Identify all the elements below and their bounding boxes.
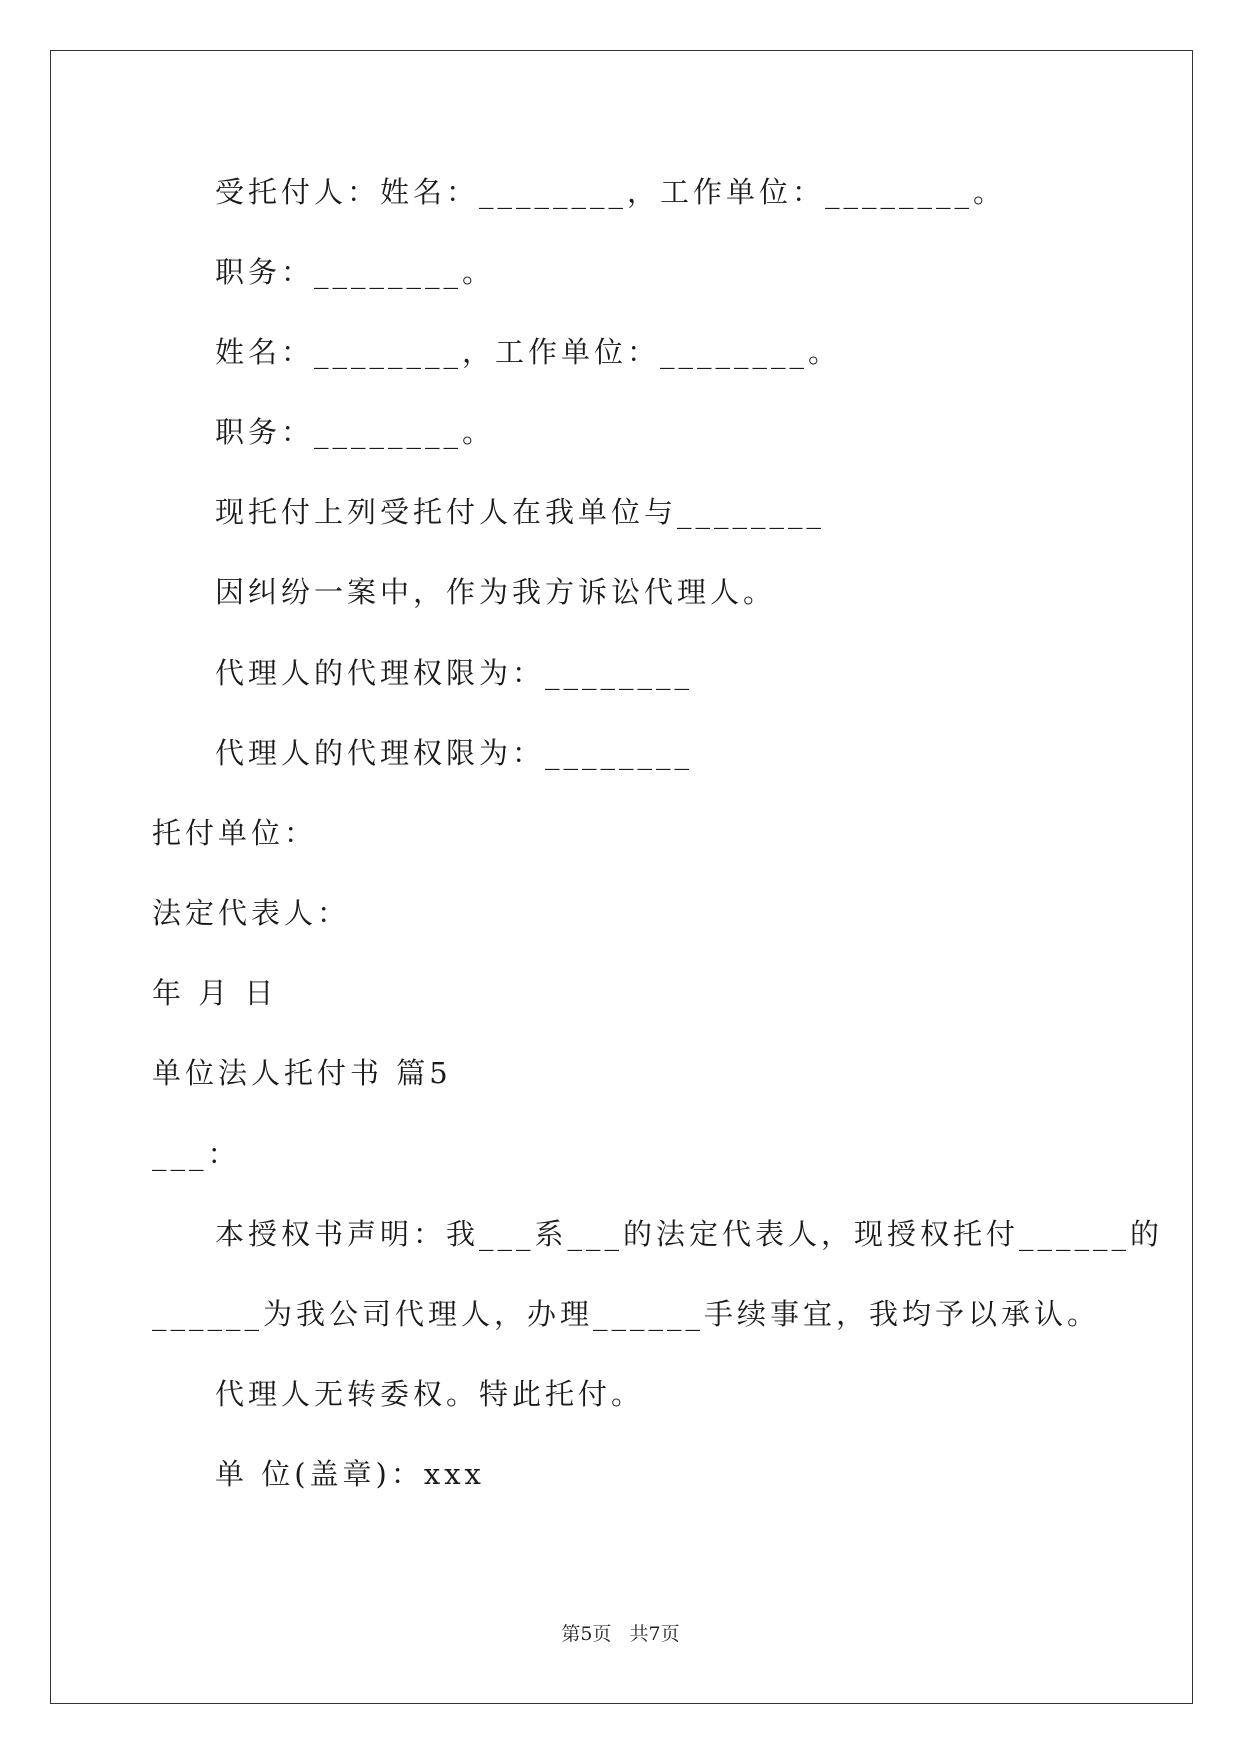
authority-line-1: 代理人的代理权限为：________	[215, 656, 694, 690]
page-number-footer: 第5页 共7页	[561, 1623, 680, 1645]
addressee-line: ___：	[152, 1137, 241, 1171]
section-heading: 单位法人托付书 篇5	[152, 1056, 452, 1090]
entrust-statement-line: 现托付上列受托付人在我单位与________	[215, 495, 826, 529]
legal-representative-label: 法定代表人：	[152, 896, 351, 930]
position-line-2: 职务：________。	[215, 415, 496, 449]
name-line-2: 姓名：________，工作单位：________。	[215, 335, 842, 369]
no-subdelegation-line: 代理人无转委权。特此托付。	[215, 1377, 645, 1411]
position-line-1: 职务：________。	[215, 255, 496, 289]
authorization-declaration-line: 本授权书声明：我___系___的法定代表人，现授权托付______的	[215, 1217, 1164, 1251]
trustee-name-line: 受托付人：姓名：________，工作单位：________。	[215, 175, 1007, 209]
date-line: 年 月 日	[152, 976, 278, 1010]
entrusting-unit-label: 托付单位：	[152, 816, 318, 850]
authority-line-2: 代理人的代理权限为：________	[215, 736, 694, 770]
unit-seal-line: 单 位(盖章)：xxx	[215, 1457, 485, 1491]
authorization-continuation-line: ______为我公司代理人，办理______手续事宜，我均予以承认。	[152, 1297, 1101, 1331]
dispute-line: 因纠纷一案中，作为我方诉讼代理人。	[215, 575, 777, 609]
